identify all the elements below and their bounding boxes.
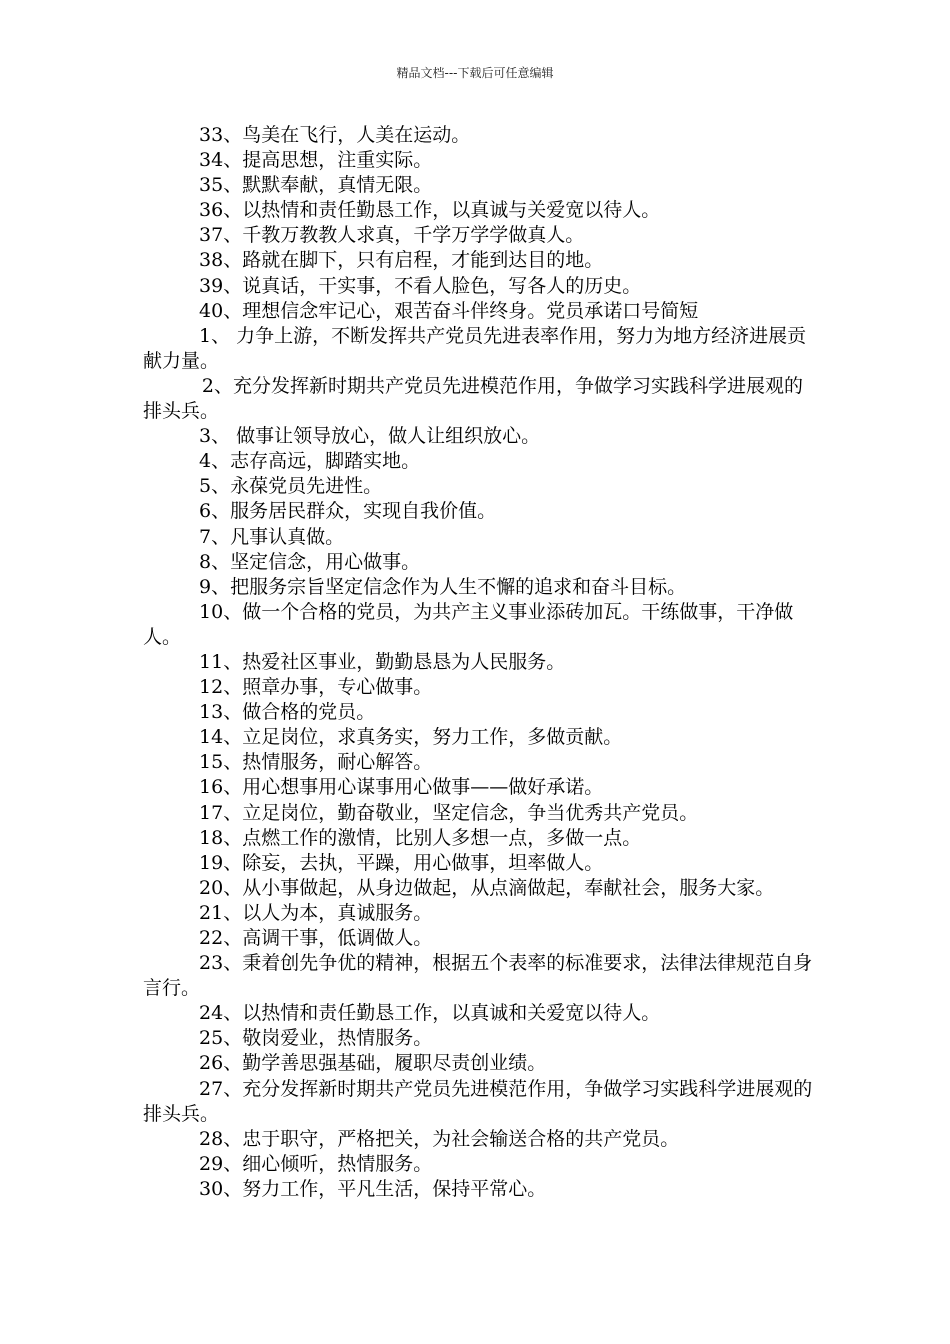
slogan-paragraph: 19、除妄，去执，平躁，用心做事，坦率做人。 xyxy=(199,851,604,874)
slogan-paragraph: 3、 做事让领导放心，做人让组织放心。 xyxy=(199,425,541,448)
slogan-paragraph: 20、从小事做起，从身边做起，从点滴做起，奉献社会，服务大家。 xyxy=(199,876,775,899)
slogan-paragraph: 8、坚定信念，用心做事。 xyxy=(199,550,421,573)
slogan-paragraph: 24、以热情和责任勤恳工作，以真诚和关爱宽以待人。 xyxy=(199,1002,661,1025)
slogan-paragraph: 13、做合格的党员。 xyxy=(199,701,376,724)
slogan-paragraph: 2、充分发挥新时期共产党员先进模范作用，争做学习实践科学进展观的排头兵。 xyxy=(143,374,803,423)
slogan-paragraph: 4、志存高远，脚踏实地。 xyxy=(199,450,421,473)
slogan-paragraph: 18、点燃工作的激情，比别人多想一点，多做一点。 xyxy=(199,826,642,849)
slogan-paragraph: 9、把服务宗旨坚定信念作为人生不懈的追求和奋斗目标。 xyxy=(199,575,687,598)
slogan-paragraph: 33、鸟美在飞行，人美在运动。 xyxy=(199,124,471,146)
slogan-paragraph: 7、凡事认真做。 xyxy=(199,525,345,548)
slogan-paragraph: 22、高调干事，低调做人。 xyxy=(199,927,433,949)
slogan-paragraph: 6、服务居民群众，实现自我价值。 xyxy=(199,500,497,523)
slogan-paragraph: 14、立足岗位，求真务实，努力工作，多做贡献。 xyxy=(199,726,623,749)
slogan-paragraph: 26、勤学善思强基础，履职尽责创业绩。 xyxy=(199,1052,547,1075)
slogan-paragraph: 17、立足岗位，勤奋敬业，坚定信念，争当优秀共产党员。 xyxy=(199,801,699,824)
slogan-paragraph: 30、努力工作，平凡生活，保持平常心。 xyxy=(199,1177,547,1200)
slogan-paragraph: 39、说真话，干实事，不看人脸色，写各人的历史。 xyxy=(199,274,642,297)
slogan-paragraph: 11、热爱社区事业，勤勤恳恳为人民服务。 xyxy=(199,650,566,673)
slogan-paragraph: 34、提高思想，注重实际。 xyxy=(199,149,433,172)
slogan-paragraph: 27、充分发挥新时期共产党员先进模范作用，争做学习实践科学进展观的排头兵。 xyxy=(143,1077,813,1125)
slogan-paragraph: 15、热情服务，耐心解答。 xyxy=(199,751,433,774)
slogan-paragraph: 36、以热情和责任勤恳工作，以真诚与关爱宽以待人。 xyxy=(199,199,661,222)
slogan-paragraph: 5、永葆党员先进性。 xyxy=(199,475,383,498)
slogan-paragraph: 29、细心倾听，热情服务。 xyxy=(199,1152,433,1175)
slogan-paragraph: 1、 力争上游，不断发挥共产党员先进表率作用，努力为地方经济进展贡献力量。 xyxy=(143,324,807,372)
slogan-paragraph: 37、千教万教教人求真，千学万学学做真人。 xyxy=(199,224,585,247)
slogan-list xyxy=(143,123,815,1202)
slogan-paragraph: 16、用心想事用心谋事用心做事——做好承诺。 xyxy=(199,776,604,799)
page-header: 精品文档---下载后可任意编辑 xyxy=(396,66,554,80)
slogan-paragraph: 40、理想信念牢记心，艰苦奋斗伴终身。党员承诺口号简短 xyxy=(199,299,699,322)
slogan-paragraph: 10、做一个合格的党员，为共产主义事业添砖加瓦。干练做事，干净做人。 xyxy=(143,600,794,648)
slogan-paragraph: 23、秉着创先争优的精神，根据五个表率的标准要求，法律法律规范自身言行。 xyxy=(143,952,813,1000)
slogan-paragraph: 12、照章办事，专心做事。 xyxy=(199,676,433,699)
slogan-paragraph: 38、路就在脚下，只有启程，才能到达目的地。 xyxy=(199,249,604,272)
slogan-paragraph: 21、以人为本，真诚服务。 xyxy=(199,901,433,924)
slogan-paragraph: 25、敬岗爱业，热情服务。 xyxy=(199,1027,433,1050)
slogan-paragraph: 35、默默奉献，真情无限。 xyxy=(199,174,433,197)
slogan-paragraph: 28、忠于职守，严格把关，为社会输送合格的共产党员。 xyxy=(199,1127,680,1150)
